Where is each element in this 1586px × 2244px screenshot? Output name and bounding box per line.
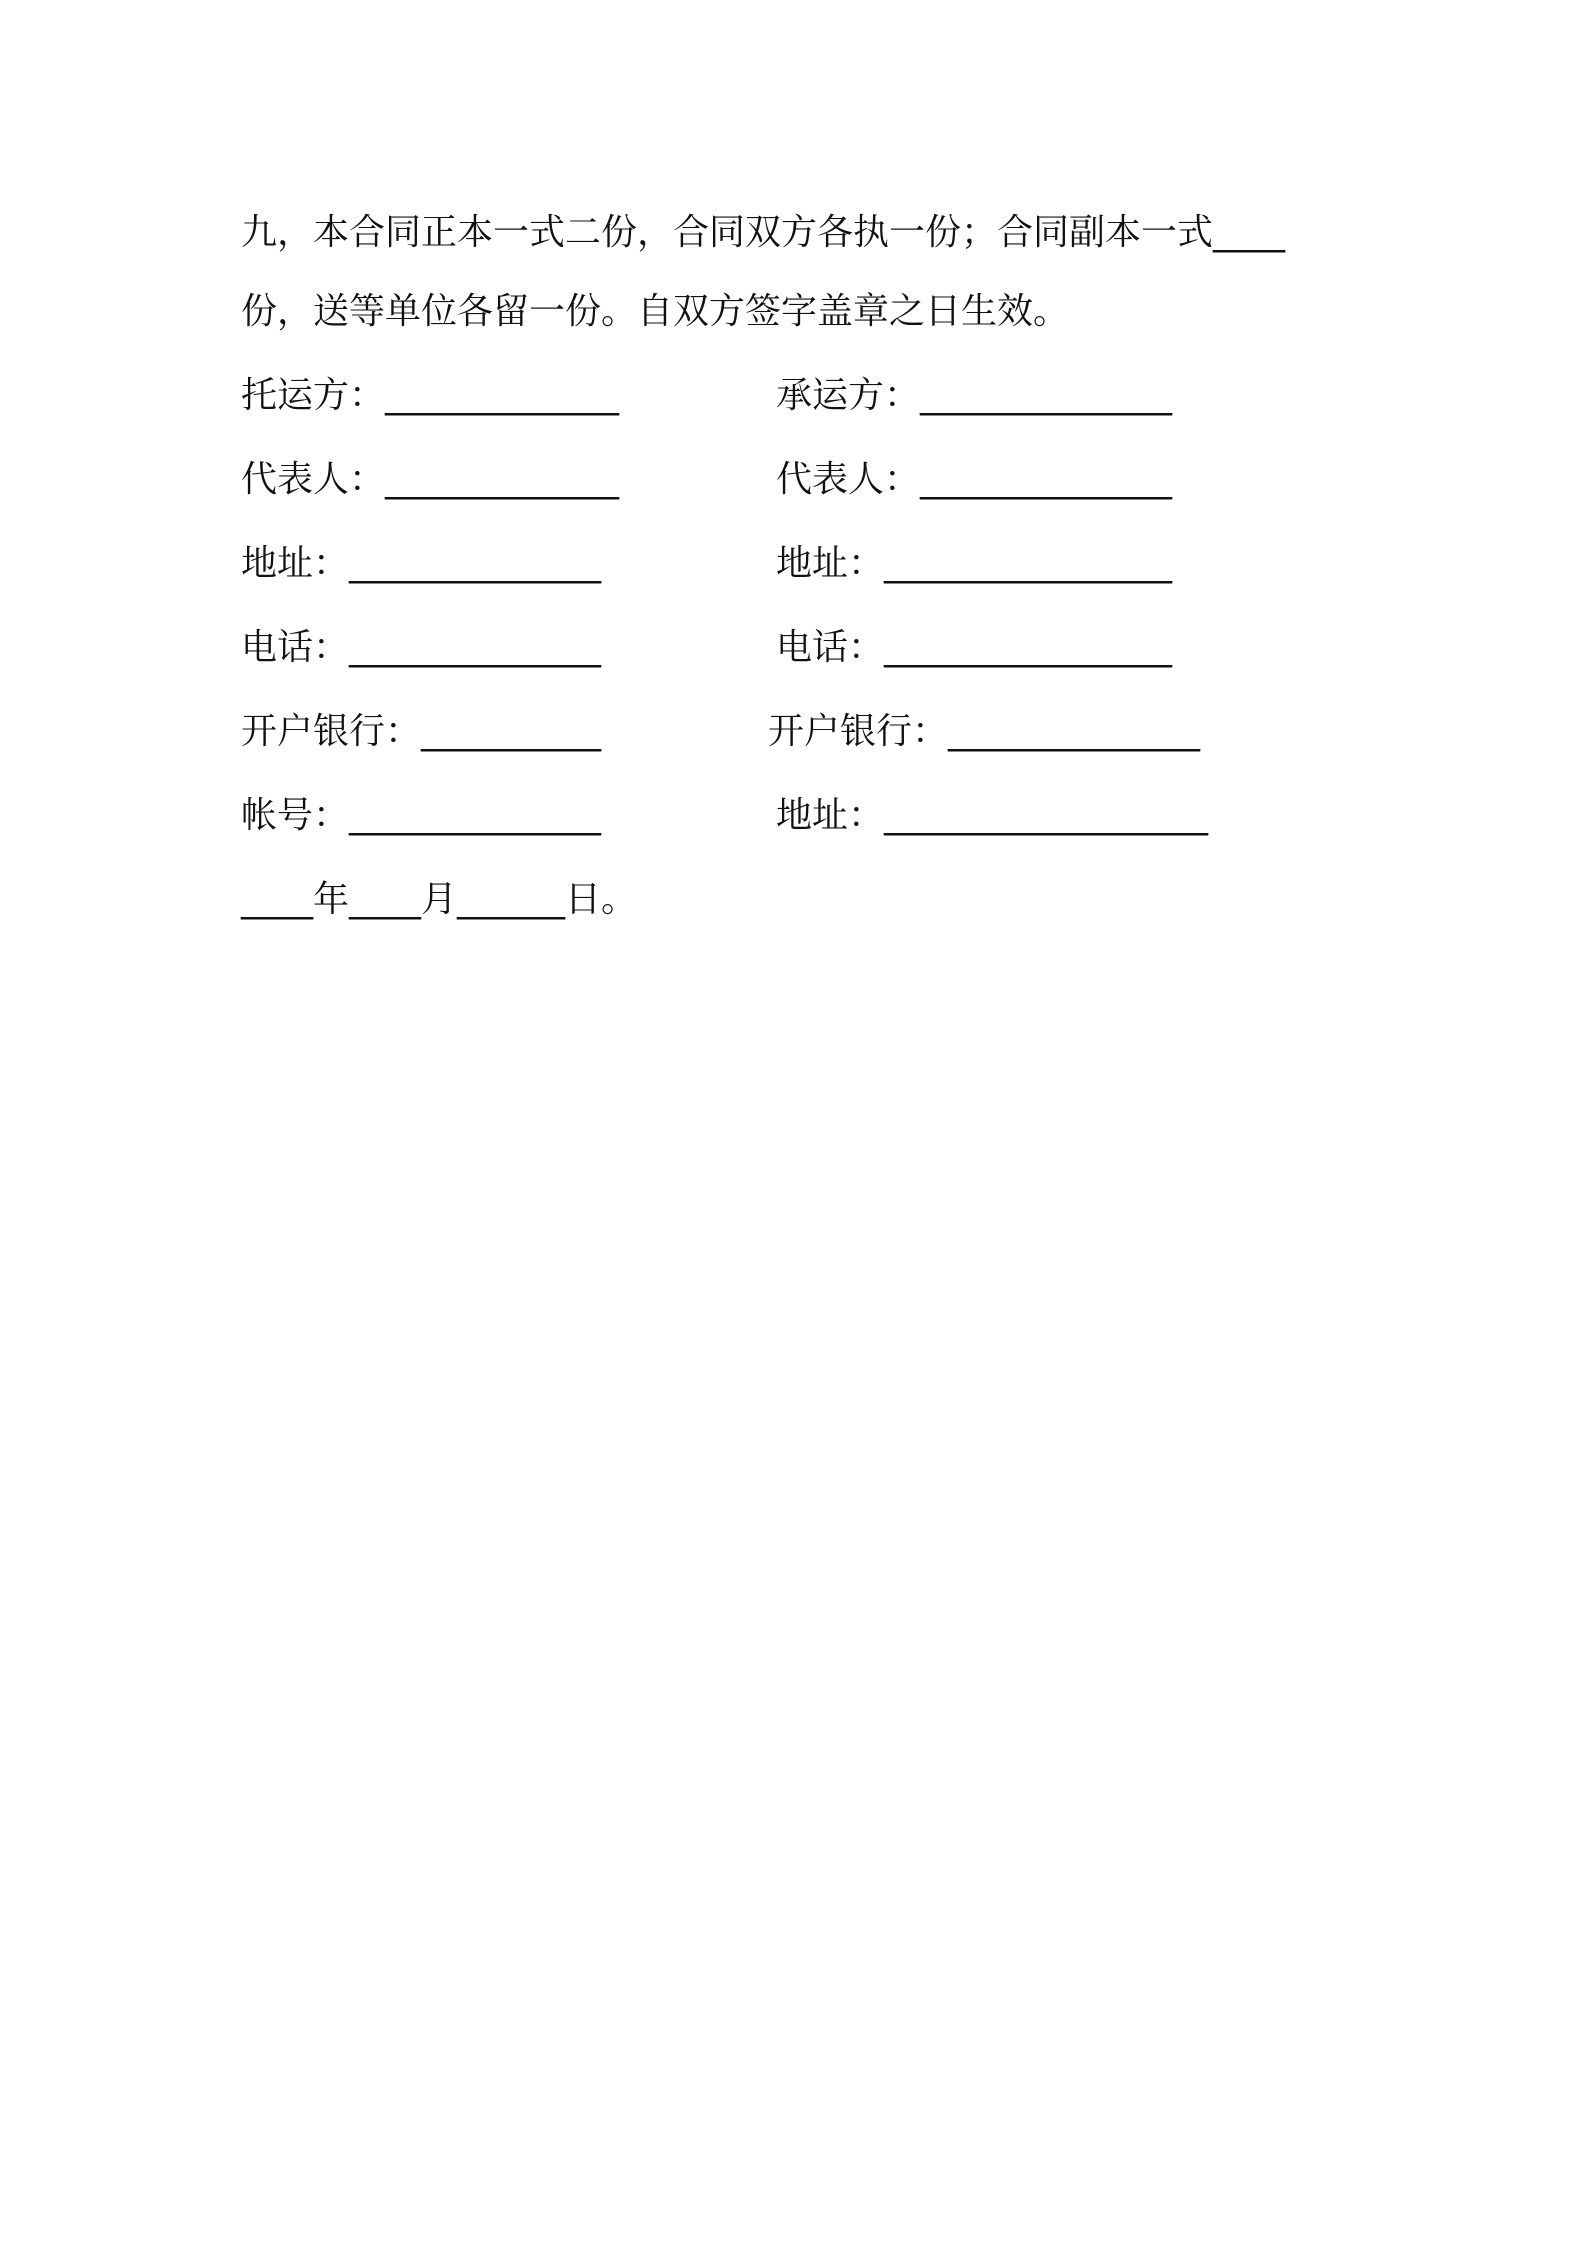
signature-row-bank (0, 710, 1586, 754)
shipper-label: 托运方：_____________ (241, 375, 620, 416)
signature-row-account (0, 794, 1586, 838)
date-row (0, 878, 1586, 922)
shipper-bank: 开户银行：__________ (241, 711, 602, 752)
signature-row-address (0, 542, 1586, 586)
signature-row-representative (0, 458, 1586, 502)
signing-date: ____年____月______日。 (241, 879, 638, 920)
carrier-label: 承运方：______________ (776, 375, 1173, 416)
signature-row-phone (0, 626, 1586, 670)
signature-row-party (0, 374, 1586, 418)
carrier-representative: 代表人：______________ (776, 459, 1173, 500)
clause-nine-line-2: 份，送等单位各留一份。自双方签字盖章之日生效。 (241, 291, 1070, 332)
shipper-account: 帐号：______________ (241, 795, 602, 836)
carrier-address-2: 地址：__________________ (776, 795, 1209, 836)
clause-nine-line-1: 九，本合同正本一式二份，合同双方各执一份；合同副本一式____ (241, 212, 1286, 253)
shipper-address: 地址：______________ (241, 543, 602, 584)
carrier-phone: 电话：________________ (776, 627, 1173, 668)
carrier-address: 地址：________________ (776, 543, 1173, 584)
carrier-bank: 开户银行：______________ (768, 711, 1201, 752)
shipper-representative: 代表人：_____________ (241, 459, 620, 500)
shipper-phone: 电话：______________ (241, 627, 602, 668)
